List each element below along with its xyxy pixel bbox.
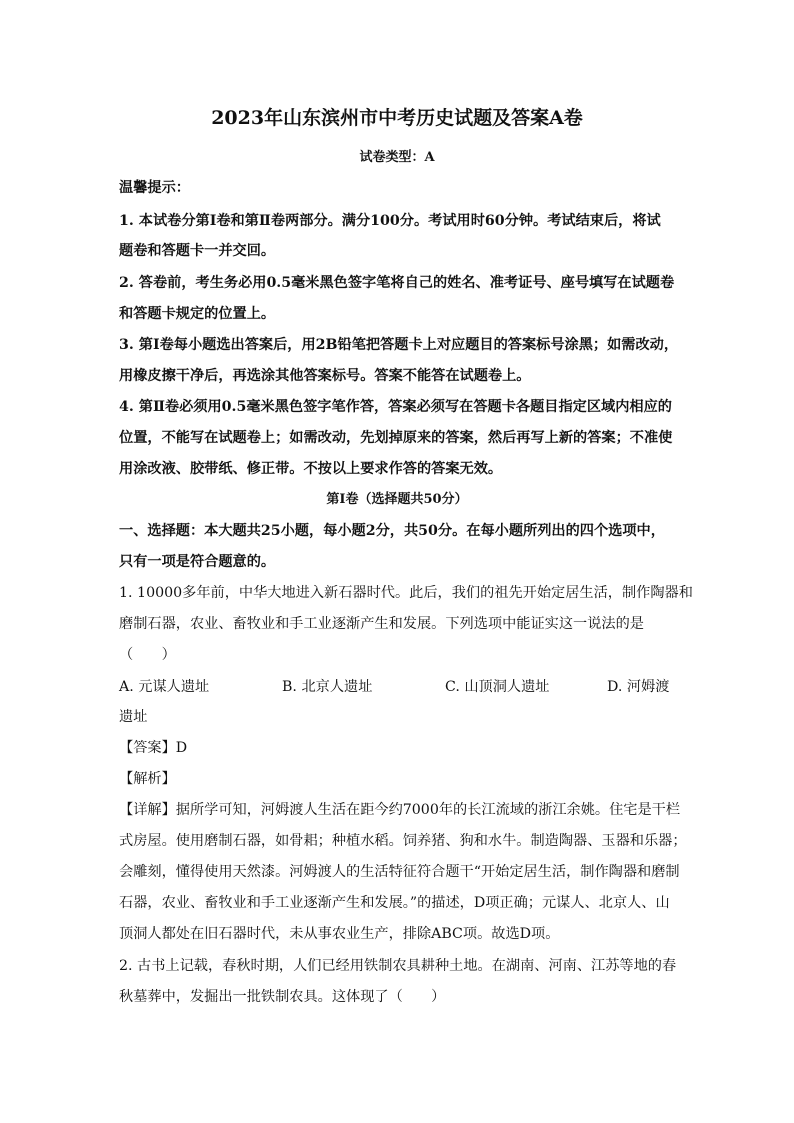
- section-intro-line: 只有一项是符合题意的。: [119, 554, 276, 570]
- tip-line: 用橡皮擦干净后，再选涂其他答案标号。答案不能答在试题卷上。: [119, 368, 531, 384]
- q1-option-d-wrap: 遗址: [119, 709, 148, 725]
- q1-analysis-label: 【解析】: [119, 771, 176, 787]
- tip-line: 位置，不能写在试题卷上；如需改动，先划掉原来的答案，然后再写上新的答案；不准使: [119, 430, 673, 446]
- q1-stem-line: 磨制石器，农业、畜牧业和手工业逐渐产生和发展。下列选项中能证实这一说法的是: [119, 616, 644, 632]
- section-intro-line: 一、选择题：本大题共25小题，每小题2分，共50分。在每小题所列出的四个选项中，: [119, 523, 665, 539]
- q2-stem-line: 秋墓葬中，发掘出一批铁制农具。这体现了（ ）: [119, 989, 446, 1005]
- page-title: 2023年山东滨州市中考历史试题及答案A卷: [211, 107, 583, 129]
- q1-detail-line: 【详解】据所学可知，河姆渡人生活在距今约7000年的长江流域的浙江余姚。住宅是干栏: [119, 802, 681, 818]
- exam-type: 试卷类型：A: [359, 150, 435, 165]
- q1-detail-line: 顶洞人都处在旧石器时代，未从事农业生产，排除ABC项。故选D项。: [119, 926, 560, 942]
- q1-stem-line: （ ）: [119, 647, 176, 663]
- q1-option-a: A. 元谋人遗址: [119, 679, 210, 695]
- tip-line: 和答题卡规定的位置上。: [119, 306, 276, 322]
- tip-line: 4. 第Ⅱ卷必须用0.5毫米黑色签字笔作答，答案必须写在答题卡各题目指定区域内相应的: [119, 399, 672, 415]
- q1-option-d: D. 河姆渡: [607, 679, 670, 695]
- q1-detail-line: 式房屋。使用磨制石器，如骨耜；种植水稻。饲养猪、狗和水牛。制造陶器、玉器和乐器；: [119, 833, 687, 849]
- q1-detail-line: 会雕刻，懂得使用天然漆。河姆渡人的生活特征符合题干“开始定居生活，制作陶器和磨制: [119, 864, 680, 880]
- tip-line: 题卷和答题卡一并交回。: [119, 243, 276, 259]
- q1-stem-line: 1. 10000多年前，中华大地进入新石器时代。此后，我们的祖先开始定居生活，制作陶器和: [119, 585, 693, 601]
- tip-line: 用涂改液、胶带纸、修正带。不按以上要求作答的答案无效。: [119, 461, 503, 477]
- q2-stem-line: 2. 古书上记载，春秋时期，人们已经用铁制农具耕种土地。在湖南、河南、江苏等地的春: [119, 958, 677, 974]
- tips-heading: 温馨提示：: [119, 180, 190, 196]
- q1-detail-line: 石器，农业、畜牧业和手工业逐渐产生和发展。”的描述，D项正确；元谋人、北京人、山: [119, 895, 670, 911]
- tip-line: 1. 本试卷分第Ⅰ卷和第Ⅱ卷两部分。满分100分。考试用时60分钟。考试结束后，将试: [119, 213, 661, 229]
- q1-answer: 【答案】D: [119, 740, 188, 756]
- section-title: 第Ⅰ卷（选择题共50分）: [326, 492, 468, 507]
- q1-option-b: B. 北京人遗址: [282, 679, 373, 695]
- tip-line: 3. 第Ⅰ卷每小题选出答案后，用2B铅笔把答题卡上对应题目的答案标号涂黑；如需改动，: [119, 337, 679, 353]
- tip-line: 2. 答卷前，考生务必用0.5毫米黑色签字笔将自己的姓名、准考证号、座号填写在试题卷: [119, 275, 675, 291]
- q1-option-c: C. 山顶洞人遗址: [445, 679, 550, 695]
